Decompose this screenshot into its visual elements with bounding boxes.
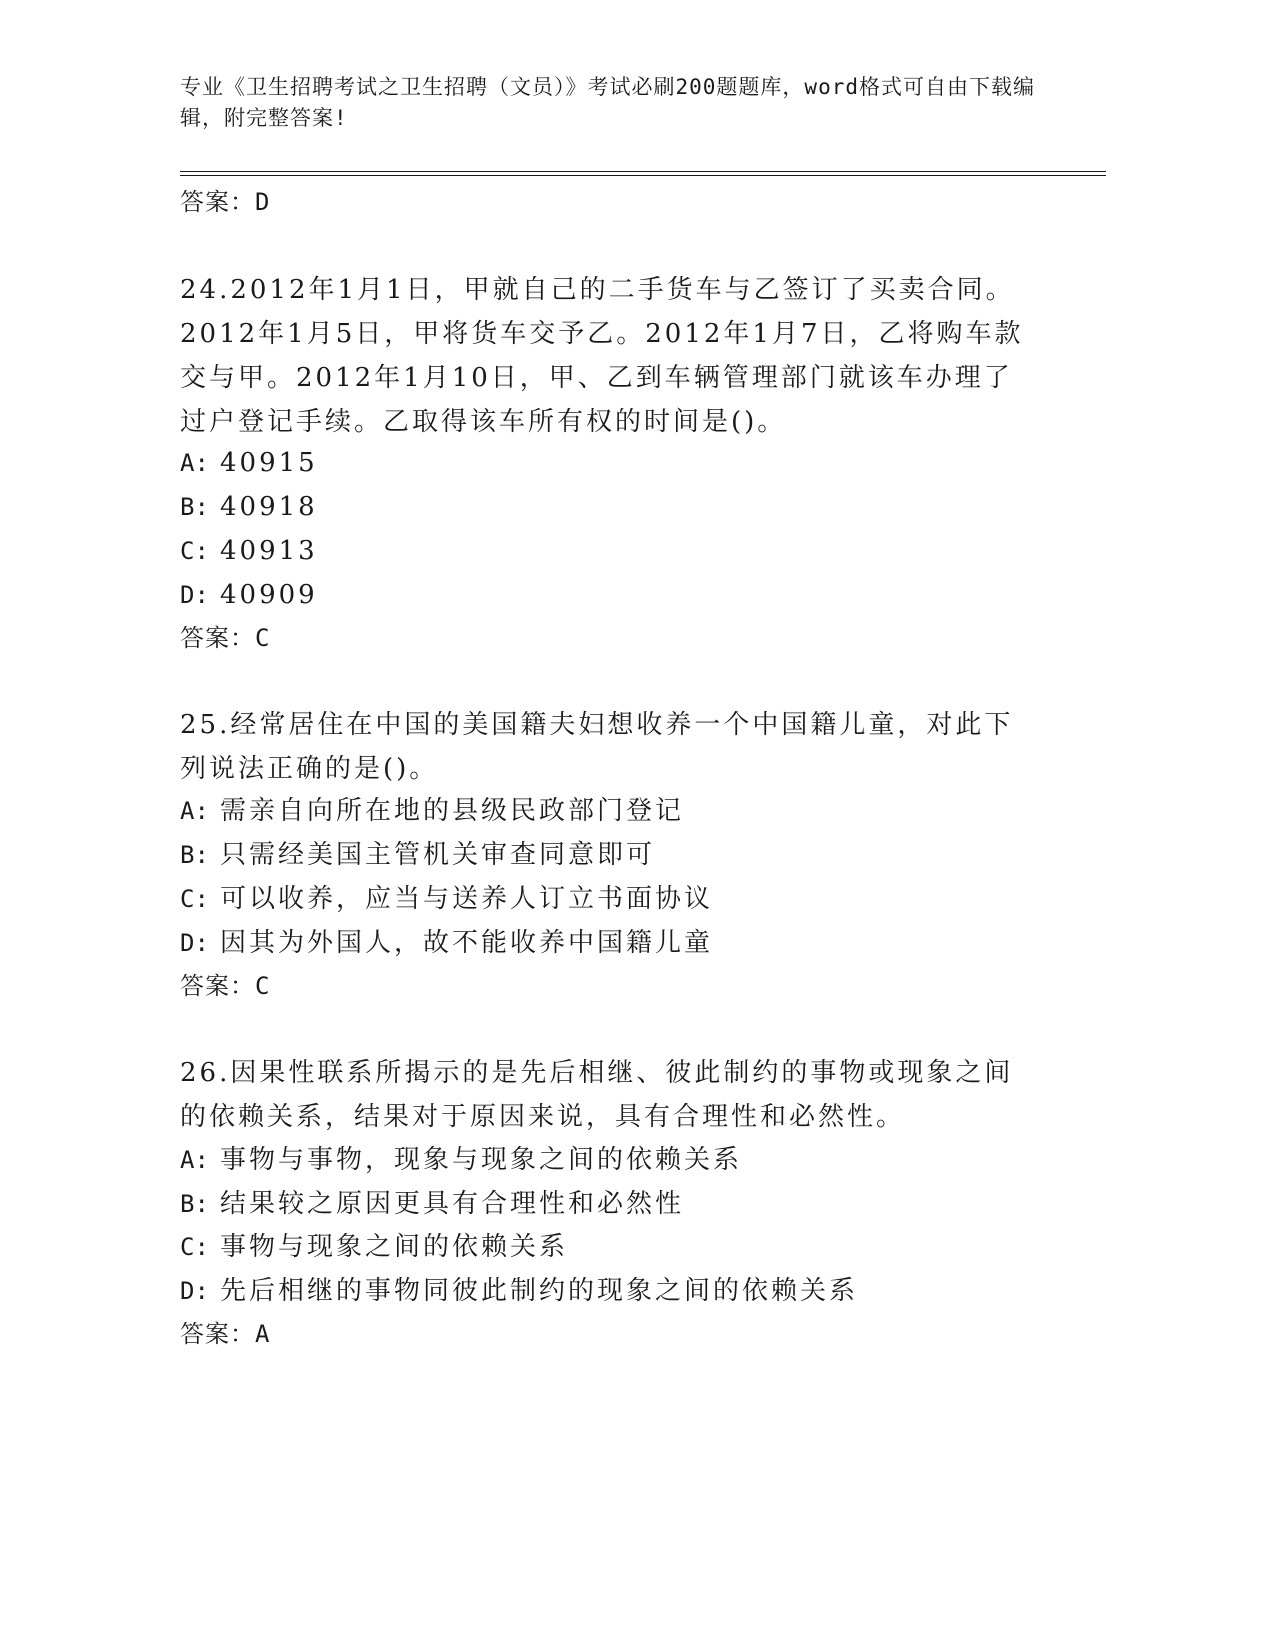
question-24-answer: 答案：C	[180, 624, 271, 652]
option-letter: C:	[180, 885, 209, 913]
question-25-option-d	[180, 921, 713, 965]
option-text: 40918	[220, 492, 318, 522]
option-text: 先后相继的事物同彼此制约的现象之间的依赖关系	[220, 1276, 859, 1306]
option-letter: A:	[180, 449, 209, 477]
question-26-answer: 答案：A	[180, 1320, 271, 1348]
previous-question-answer: 答案：D	[180, 188, 271, 216]
option-letter: D:	[180, 929, 209, 957]
question-26-option-c	[180, 1225, 568, 1269]
option-letter: A:	[180, 797, 209, 825]
question-24-text: 24.2012年1月1日，甲就自己的二手货车与乙签订了买卖合同。2012年1月5日，甲将货车交予乙。2012年1月7日，乙将购车款交与甲。2012年1月10日，甲、乙到车辆管理部门就该车办理了过户登记手续。乙取得该车所有权的时间是()。	[180, 275, 1024, 437]
question-24-option-b	[180, 485, 318, 529]
option-letter: A:	[180, 1146, 209, 1174]
option-text: 可以收养，应当与送养人订立书面协议	[220, 884, 714, 914]
option-text: 需亲自向所在地的县级民政部门登记	[220, 796, 685, 826]
option-text: 40915	[220, 448, 318, 478]
option-letter: B:	[180, 841, 209, 869]
option-letter: C:	[180, 1233, 209, 1261]
option-letter: C:	[180, 537, 209, 565]
question-24-option-d	[180, 573, 318, 617]
question-25-option-a	[180, 789, 684, 833]
option-text: 40909	[220, 580, 318, 610]
question-26-option-d	[180, 1269, 858, 1313]
header-rule-bottom	[180, 175, 1106, 176]
option-text: 结果较之原因更具有合理性和必然性	[220, 1189, 685, 1219]
document-header-title: 专业《卫生招聘考试之卫生招聘（文员）》考试必刷200题题库，word格式可自由下载编辑，附完整答案!	[180, 75, 1035, 130]
question-24-option-c	[180, 529, 318, 573]
question-25-answer: 答案：C	[180, 972, 271, 1000]
question-26-text: 26.因果性联系所揭示的是先后相继、彼此制约的事物或现象之间的依赖关系，结果对于原因来说，具有合理性和必然性。	[180, 1058, 1014, 1132]
option-text: 事物与现象之间的依赖关系	[220, 1232, 569, 1262]
option-letter: D:	[180, 581, 209, 609]
question-26-option-a	[180, 1138, 742, 1182]
option-text: 因其为外国人，故不能收养中国籍儿童	[220, 928, 714, 958]
option-text: 事物与事物，现象与现象之间的依赖关系	[220, 1145, 743, 1175]
question-25-text: 25.经常居住在中国的美国籍夫妇想收养一个中国籍儿童，对此下列说法正确的是()。	[180, 710, 1014, 784]
option-text: 40913	[220, 536, 318, 566]
question-24-option-a	[180, 441, 318, 485]
option-letter: B:	[180, 493, 209, 521]
option-letter: D:	[180, 1277, 209, 1305]
header-rule-top	[180, 171, 1106, 172]
question-26-option-b	[180, 1182, 684, 1226]
question-25-option-c	[180, 877, 713, 921]
question-25-option-b	[180, 833, 655, 877]
option-text: 只需经美国主管机关审查同意即可	[220, 840, 656, 870]
option-letter: B:	[180, 1190, 209, 1218]
